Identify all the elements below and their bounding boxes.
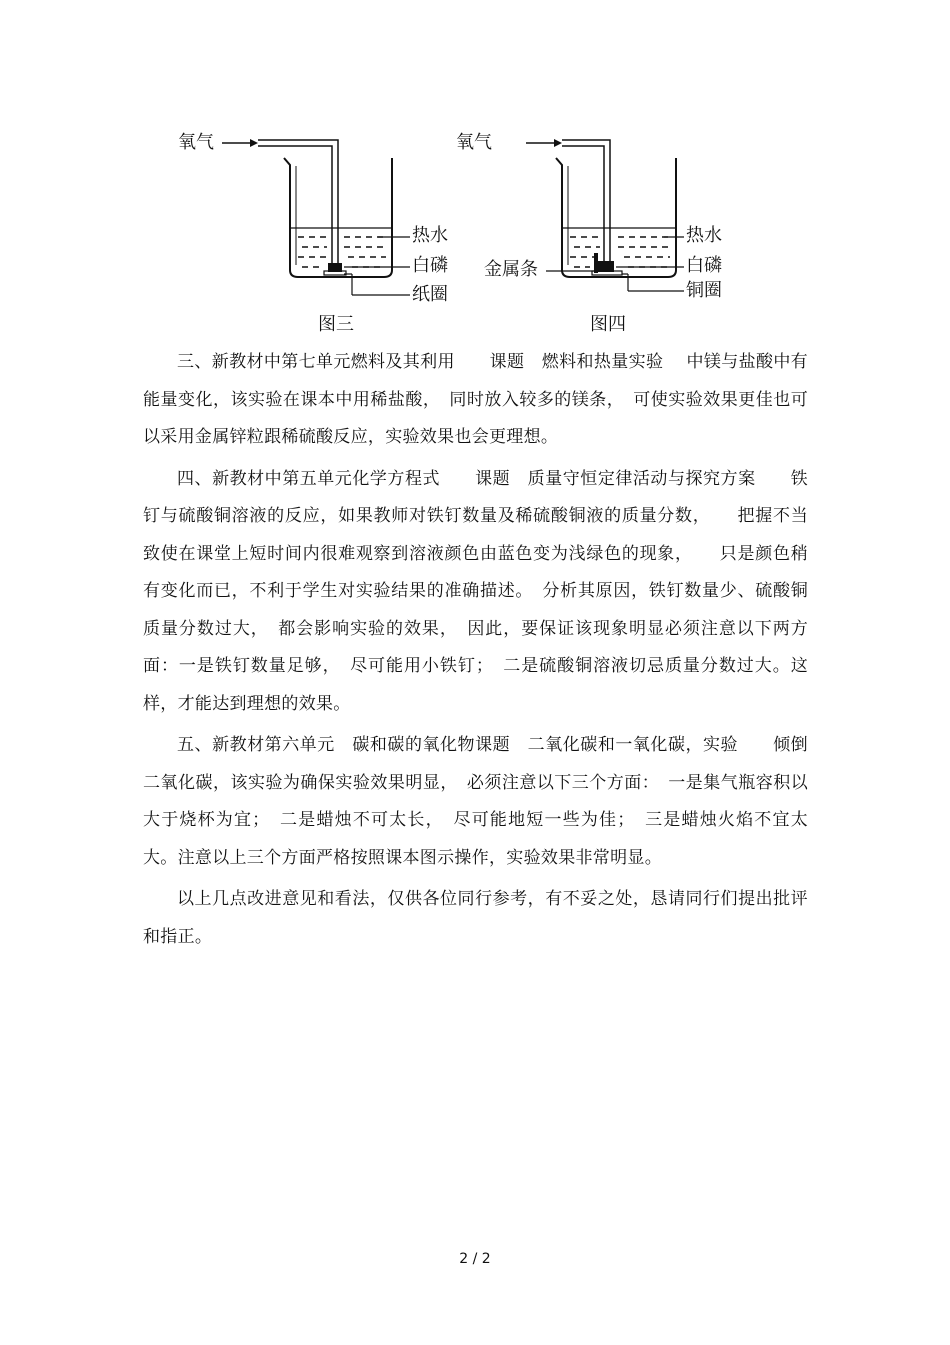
paper-ring-label: 纸圈 (412, 284, 448, 305)
paragraph-four: 四、新教材中第五单元化学方程式 课题 质量守恒定律活动与探究方案 铁钉与硫酸铜溶液的反应，如果教师对铁钉数量及稀硫酸铜液的质量分数， 把握不当致使在课堂上短时间内很难观察到溶液颜色由蓝色变为浅绿色的现象， 只是颜色稍有变化而已，不利于学生对实验结果的准确描述。 分析其原因，铁钉数量少、硫酸铜质量分数过大， 都会影响实验的效果， 因此，要保证该现象明显必须注意以下两方面：一是铁钉数量足够， 尽可能用小铁钉； 二是硫酸铜溶液切忌质量分数过大。这样，才能达到理想的效果。 (143, 468, 808, 714)
body-text (143, 344, 808, 960)
paragraph-conclusion: 以上几点改进意见和看法，仅供各位同行参考，有不妥之处，恳请同行们提出批评和指正。 (143, 889, 808, 947)
white-phosphorus-label: 白磷 (686, 255, 722, 276)
paragraph-five: 五、新教材第六单元 碳和碳的氧化物课题 二氧化碳和一氧化碳，实验 倾倒二氧化碳，该实验为确保实验效果明显， 必须注意以下三个方面： 一是集气瓶容积以大于烧杯为宜； 二是蜡烛不可太长， 尽可能地短一些为佳； 三是蜡烛火焰不宜太大。注意以上三个方面严格按照课本图示操作，实验效果非常明显。 (143, 735, 808, 868)
white-phosphorus-label: 白磷 (412, 255, 448, 276)
hot-water-label: 热水 (412, 225, 448, 246)
oxygen-label: 氧气 (178, 132, 214, 153)
figure-three (172, 125, 448, 340)
figure-caption: 图三 (318, 314, 354, 335)
page-number: 2 / 2 (459, 1251, 491, 1267)
figure-caption: 图四 (590, 314, 626, 335)
copper-ring-label: 铜圈 (686, 280, 722, 301)
oxygen-label: 氧气 (456, 132, 492, 153)
figure-four (456, 125, 728, 340)
paragraph-three: 三、新教材中第七单元燃料及其利用 课题 燃料和热量实验 中镁与盐酸中有能量变化，该实验在课本中用稀盐酸， 同时放入较多的镁条， 可使实验效果更佳也可以采用金属锌粒跟稀硫酸反应，实验效果也会更理想。 (143, 352, 808, 447)
hot-water-label: 热水 (686, 225, 722, 246)
metal-strip-label: 金属条 (484, 259, 538, 280)
beaker-diagram-three (172, 125, 422, 340)
